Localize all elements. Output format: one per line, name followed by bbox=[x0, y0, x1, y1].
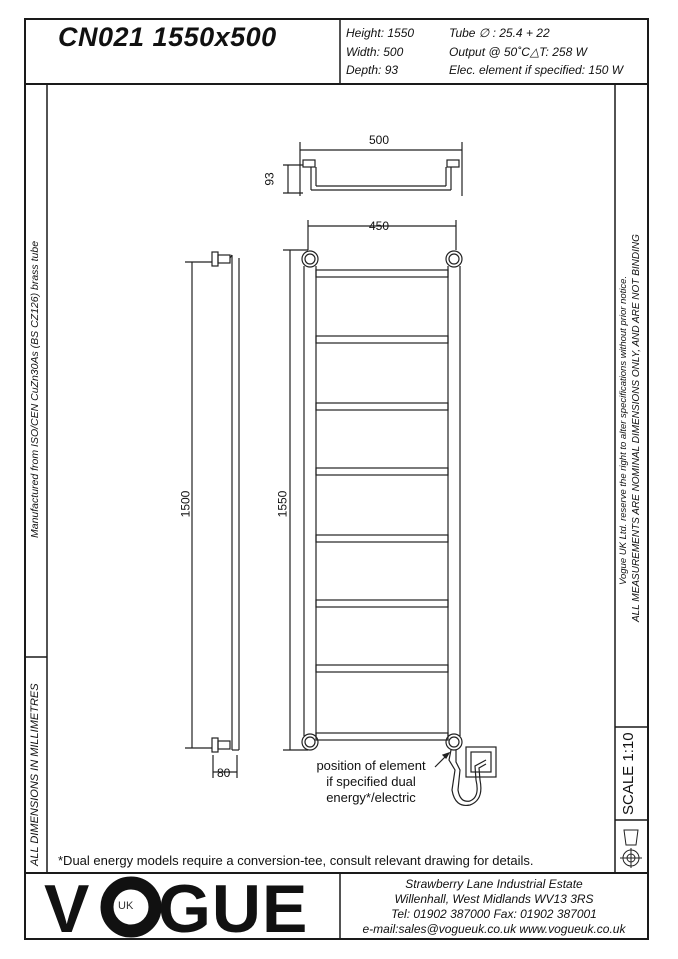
dim-side-height: 1500 bbox=[178, 490, 193, 518]
projection-symbol bbox=[620, 830, 642, 868]
address-line-2: Willenhall, West Midlands WV13 3RS bbox=[394, 892, 594, 906]
callout-line-2: if specified dual bbox=[326, 774, 416, 789]
side-view bbox=[185, 252, 239, 778]
scale-label: SCALE 1:10 bbox=[620, 732, 637, 815]
model-title: CN021 1550x500 bbox=[58, 22, 277, 52]
dim-top-depth: 93 bbox=[262, 172, 277, 186]
logo-gue: GUE bbox=[158, 871, 309, 947]
spec-depth: Depth: 93 bbox=[346, 63, 399, 77]
nominal-note: ALL MEASUREMENTS ARE NOMINAL DIMENSIONS ONLY, AND ARE NOT BINDING bbox=[631, 234, 642, 622]
callout-line-3: energy*/electric bbox=[326, 790, 416, 805]
dim-inner-width: 450 bbox=[369, 219, 390, 233]
dim-wall-offset: 80 bbox=[217, 766, 231, 780]
callout-line-1: position of element bbox=[316, 758, 426, 773]
material-note: Manufactured from ISO/CEN CuZn30As (BS CZ126) brass tube bbox=[29, 240, 41, 538]
spec-tube: Tube ∅ : 25.4 + 22 bbox=[449, 26, 550, 40]
spec-element: Elec. element if specified: 150 W bbox=[449, 63, 624, 77]
logo-uk: UK bbox=[118, 900, 134, 912]
front-view bbox=[283, 220, 496, 805]
logo-v: V bbox=[44, 871, 91, 947]
dim-front-height: 1550 bbox=[275, 490, 290, 518]
dim-top-width: 500 bbox=[369, 133, 390, 147]
footnote: *Dual energy models require a conversion-tee, consult relevant drawing for details. bbox=[58, 853, 534, 868]
address-line-3: Tel: 01902 387000 Fax: 01902 387001 bbox=[391, 907, 597, 921]
address-line-1: Strawberry Lane Industrial Estate bbox=[405, 877, 583, 891]
electric-element bbox=[449, 747, 496, 805]
spec-width: Width: 500 bbox=[346, 45, 404, 59]
address-line-4: e-mail:sales@vogueuk.co.uk www.vogueuk.co.uk bbox=[362, 922, 626, 936]
disclaimer-note: Vogue UK Ltd. reserve the right to alter specifications without prior notice. bbox=[618, 275, 629, 585]
spec-height: Height: 1550 bbox=[346, 26, 415, 40]
element-callout bbox=[298, 758, 444, 806]
spec-output: Output @ 50˚C△T: 258 W bbox=[449, 45, 587, 59]
company-address bbox=[344, 877, 644, 937]
units-note: ALL DIMENSIONS IN MILLIMETRES bbox=[29, 683, 41, 866]
plan-view bbox=[283, 142, 462, 196]
ladder-rails bbox=[316, 270, 448, 740]
